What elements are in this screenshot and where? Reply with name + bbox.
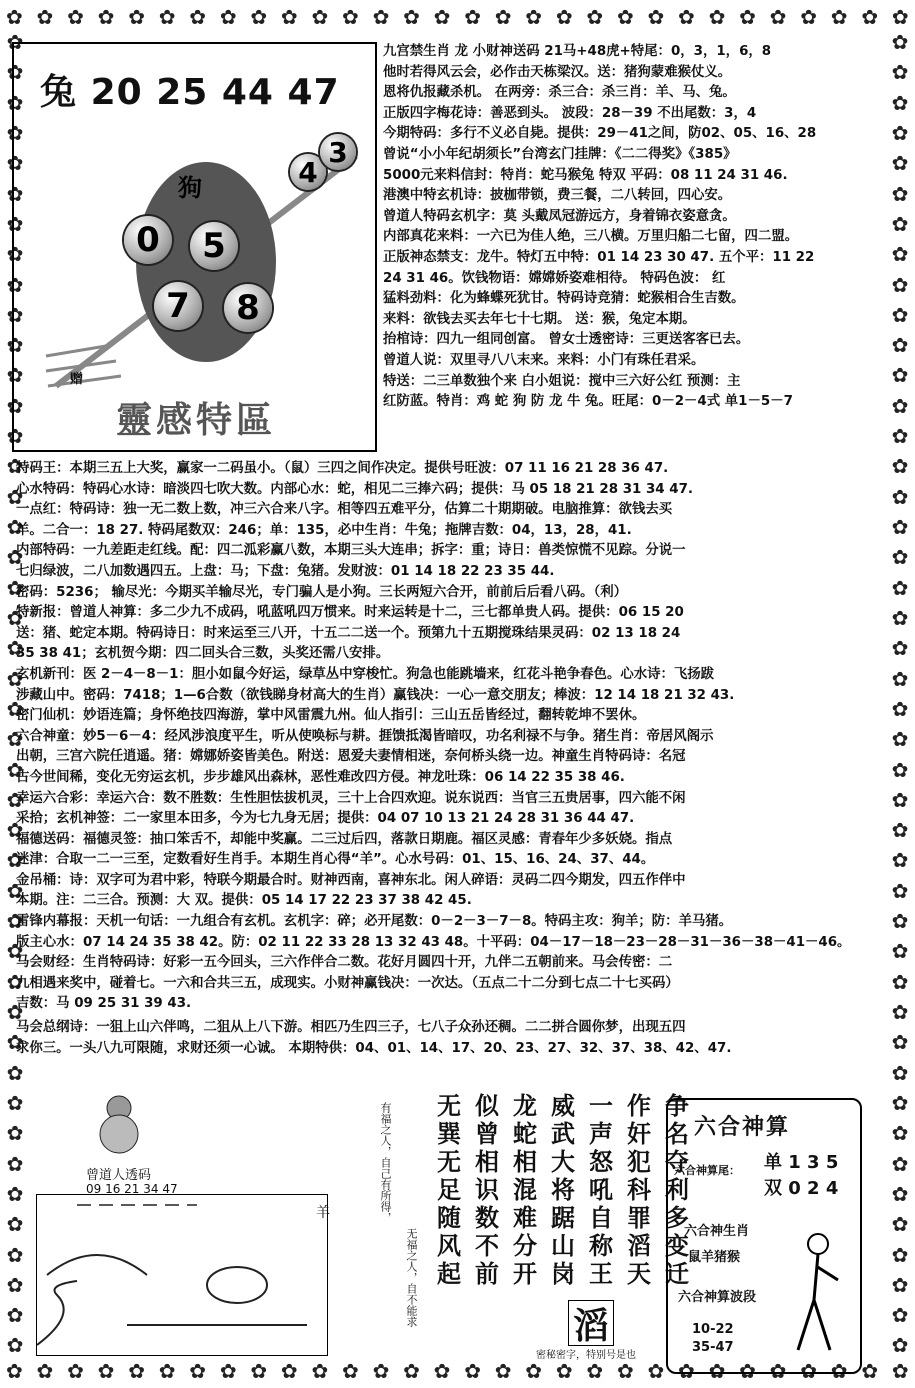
flower-border-icon: ✿: [891, 424, 909, 449]
flower-border-icon: ✿: [891, 727, 909, 752]
poem-char: 不: [475, 1232, 499, 1260]
flower-border-icon: ✿: [616, 5, 634, 29]
flower-border-icon: ✿: [891, 575, 909, 600]
text-line: 心水特码：特码心水诗：暗淡四七吹大数。内部心水：蛇，相见二三捧六码；提供：马 05 18 21 28 31 34 47.: [16, 481, 694, 497]
flower-border-icon: ✿: [6, 1151, 24, 1176]
poem-char: 数: [475, 1204, 499, 1232]
flower-border-icon: ✿: [6, 272, 24, 297]
poem-column: [474, 1092, 500, 1288]
poem-char: 作: [627, 1092, 651, 1120]
text-line: 羊。二合一：18 27. 特码尾数双：246；单：135，必中生肖：牛兔；拖牌吉数：04，13，28，41.: [16, 522, 632, 538]
bottom-area: [16, 1078, 902, 1378]
number-ball: 7: [154, 282, 202, 330]
flower-border-icon: ✿: [708, 5, 726, 29]
poem-char: 难: [513, 1204, 537, 1232]
flower-border-icon: ✿: [891, 5, 909, 29]
poem-char: 多: [665, 1204, 689, 1232]
flower-border-icon: ✿: [891, 302, 909, 327]
flower-border-icon: ✿: [891, 515, 909, 539]
flower-border-icon: ✿: [586, 5, 604, 29]
flower-border-icon: ✿: [891, 666, 909, 691]
number-ball: 5: [190, 222, 238, 270]
flower-border-icon: ✿: [6, 969, 24, 994]
flower-border-icon: ✿: [891, 787, 909, 812]
flower-border-icon: ✿: [891, 1000, 909, 1024]
poem-char: 足: [437, 1176, 461, 1204]
poem-column: [626, 1092, 652, 1288]
flower-border-icon: ✿: [6, 696, 24, 721]
flower-border-icon: ✿: [464, 1359, 481, 1383]
flower-border-icon: ✿: [891, 909, 909, 934]
poem-char: 蛇: [513, 1120, 537, 1148]
text-line: 抬棺诗：四九一组同创富。 曾女士透密诗：三更送客客已去。: [383, 332, 750, 348]
flower-border-icon: ✿: [372, 1359, 390, 1383]
flower-border-icon: ✿: [891, 60, 909, 85]
flower-border-icon: ✿: [372, 5, 390, 29]
poem-column: [512, 1092, 538, 1288]
header-zodiac: 兔: [40, 72, 78, 113]
flower-border-icon: ✿: [311, 5, 329, 29]
text-line: 金吊桶：诗：双字可为君中彩，特联今期最合时。财神西南，喜神东北。闲人碎语：灵码二四今期发，四五作伴中: [16, 872, 686, 888]
poem-char: 一: [589, 1092, 613, 1120]
text-line: 密码：5236； 输尽光：今期买羊输尽光，专门骗人是小狗。三长两短六合开，前前后后看八码。（利）: [16, 584, 628, 600]
flower-border-icon: ✿: [891, 1333, 909, 1358]
flower-border-icon: ✿: [861, 1359, 879, 1383]
flower-border-icon: ✿: [6, 515, 24, 539]
daoren-title: 曾道人透码: [86, 1168, 152, 1183]
flower-border-icon: ✿: [891, 211, 909, 236]
poem-char: 怒: [589, 1148, 613, 1176]
flower-border-icon: ✿: [6, 120, 24, 145]
flower-border-icon: ✿: [6, 727, 24, 752]
poem-char: 无: [437, 1092, 461, 1120]
flower-border-icon: ✿: [6, 333, 24, 358]
flower-border-icon: ✿: [6, 575, 24, 600]
liuhe-title: 六合神算: [694, 1115, 791, 1140]
poem-char: 似: [475, 1092, 499, 1120]
flower-border-icon: ✿: [189, 1359, 207, 1383]
poem-char: 犯: [627, 1148, 651, 1176]
text-line: 红防蓝。特肖：鸡 蛇 狗 防 龙 牛 兔。旺尾：0－2－4式 单1－5－7: [383, 394, 793, 410]
poem-char: 将: [551, 1176, 575, 1204]
flower-border-icon: ✿: [67, 5, 84, 29]
text-line: 内部特码：一九差距走红线。配：四二泒彩赢八数，本期三头大连串；拆字：重；诗日：兽类惊慌不见踪。分说一: [16, 543, 686, 559]
poem-char: 曾: [475, 1120, 499, 1148]
flower-border-icon: ✿: [6, 787, 24, 812]
text-line: 今期特码：多行不义必自毙。提供：29－41之间，防02、05、16、28: [383, 126, 817, 142]
text-line: 吉数：马 09 25 31 39 43.: [16, 996, 192, 1012]
flower-border-icon: ✿: [6, 181, 24, 206]
header-numbers: [40, 64, 340, 115]
flower-border-icon: ✿: [6, 242, 24, 267]
flower-border-icon: ✿: [891, 242, 909, 267]
poem-char: 前: [475, 1260, 499, 1288]
main-text-block: [16, 459, 902, 1015]
flower-border-icon: ✿: [280, 1359, 298, 1383]
flower-border-icon: ✿: [830, 5, 848, 29]
liuhe-tail-label: 六合神算尾：: [674, 1164, 740, 1177]
figure-icon: [788, 1230, 848, 1360]
header-number: 47: [287, 72, 340, 113]
flower-border-icon: ✿: [6, 1212, 24, 1237]
flower-border-icon: ✿: [219, 1359, 237, 1383]
poem-char: 相: [513, 1148, 537, 1176]
flower-border-icon: ✿: [6, 909, 24, 934]
text-line: 送：猪、蛇定本期。特码诗日：时来运至三八开，十五二二送一个。预第九十五期搅珠结果灵码：02 13 18 24: [16, 625, 681, 641]
text-line: 他时若得风云会，必作击天栋梁汉。送：猪狗蒙难猴仗义。: [383, 64, 732, 80]
flower-border-icon: ✿: [67, 1359, 84, 1383]
flower-border-icon: ✿: [891, 90, 909, 115]
flower-border-icon: ✿: [189, 5, 207, 29]
text-line: 六合神童：妙5－6－4：经风涉浪度平生，听从使唤标与耕。捱馈抵渴皆暗叹，功名利禄不与争。猪生肖：帝居风阁示: [16, 728, 714, 744]
poem-char: 王: [589, 1260, 613, 1288]
text-line: 35 38 41；玄机贺今期：四二回头合三数，头奖还需八安排。: [16, 646, 390, 662]
poem-char: 罪: [627, 1204, 651, 1232]
poem-char: 争: [665, 1092, 689, 1120]
liuhe-zodiac-label: 六合神生肖: [684, 1224, 750, 1239]
flower-border-icon: ✿: [891, 969, 909, 994]
top-border: [6, 4, 909, 30]
flower-border-icon: ✿: [6, 30, 24, 54]
text-line: 正版神态禁支：龙牛。特灯五中特：01 14 23 30 47. 五个平：11 22: [383, 249, 815, 265]
flower-border-icon: ✿: [891, 878, 909, 903]
flower-border-icon: ✿: [6, 5, 23, 29]
flower-border-icon: ✿: [6, 1359, 23, 1383]
flower-border-icon: ✿: [6, 1030, 24, 1055]
poem-char: 识: [475, 1176, 499, 1204]
flower-border-icon: ✿: [769, 5, 787, 29]
flower-border-icon: ✿: [891, 1121, 909, 1146]
flower-border-icon: ✿: [891, 545, 909, 570]
poem-char: 无: [437, 1148, 461, 1176]
secret-char-box: 滔: [568, 1300, 614, 1346]
flower-border-icon: ✿: [6, 60, 24, 85]
liuhe-wave-2: 35-47: [692, 1340, 734, 1355]
poem-char: 奸: [627, 1120, 651, 1148]
poem-char: 开: [513, 1260, 537, 1288]
flower-border-icon: ✿: [891, 484, 909, 509]
text-line: 迷津：合取一二一三至，定数看好生肖手。本期生肖心得“羊”。心水号码：01、15、16、24、37、44。: [16, 852, 655, 868]
flower-border-icon: ✿: [891, 1303, 909, 1328]
text-line: 5000元来料信封：特肖：蛇马猴兔 特双 平码：08 11 24 31 46.: [383, 167, 788, 183]
text-line: 来料：欲钱去买去年七十七期。 送：猴，兔定本期。: [383, 311, 696, 327]
liuhe-wave-1: 10-22: [692, 1322, 734, 1337]
poem-char: 夺: [665, 1148, 689, 1176]
flower-border-icon: ✿: [891, 1060, 909, 1085]
poem-char: 混: [513, 1176, 537, 1204]
poem-char: 天: [627, 1260, 651, 1288]
poem-char: 吼: [589, 1176, 613, 1204]
flower-border-icon: ✿: [891, 333, 909, 358]
text-line: 港澳中特玄机诗：披枷带锁，费三餐，二八转回，四心安。: [383, 188, 732, 204]
flower-border-icon: ✿: [158, 5, 176, 29]
flower-border-icon: ✿: [800, 1359, 817, 1383]
flower-border-icon: ✿: [891, 605, 909, 630]
flower-border-icon: ✿: [891, 1272, 909, 1297]
text-line: 九相遇来奖中，碰着七。一六和合共三五，成现实。小财神赢钱决：一次达。（五点二十二分到七点二十七买码）: [16, 975, 679, 991]
daoren-numbers: 09 16 21 34 47: [86, 1182, 178, 1196]
flower-border-icon: ✿: [494, 1359, 512, 1383]
number-ball: 0: [124, 216, 172, 264]
flower-border-icon: ✿: [555, 5, 573, 29]
flower-border-icon: ✿: [464, 5, 481, 29]
poem-char: 迁: [665, 1260, 689, 1288]
flower-border-icon: ✿: [97, 5, 115, 29]
header-number: 20: [90, 72, 143, 113]
text-line: 福德送码：福德灵签：抽口笨舌不，却能中奖赢。二三过后四，落款日期鹿。福区灵感：青春年少多妖娆。指点: [16, 831, 673, 847]
poem-char: 分: [513, 1232, 537, 1260]
flower-border-icon: ✿: [433, 1359, 451, 1383]
flower-border-icon: ✿: [128, 5, 145, 29]
liuhe-single: 单 1 3 5: [764, 1152, 839, 1173]
flower-border-icon: ✿: [128, 1359, 145, 1383]
flower-border-icon: ✿: [6, 1060, 24, 1085]
flower-border-icon: ✿: [6, 424, 24, 449]
gift-label: 赠: [70, 372, 84, 387]
flower-border-icon: ✿: [280, 5, 298, 29]
text-line: 本期。注：二三合。预测：大 双。提供：05 14 17 22 23 37 38 42 45.: [16, 893, 472, 909]
flower-border-icon: ✿: [678, 1359, 695, 1383]
flower-border-icon: ✿: [616, 1359, 634, 1383]
poem-char: 风: [437, 1232, 461, 1260]
flower-border-icon: ✿: [433, 5, 451, 29]
bottom-text-block: [16, 1018, 902, 1059]
flower-border-icon: ✿: [891, 1090, 909, 1115]
flower-border-icon: ✿: [6, 1121, 24, 1146]
flower-border-icon: ✿: [891, 181, 909, 206]
text-line: 版主心水：07 14 24 35 38 42。防：02 11 22 33 28 13 32 43 48。十平码：04－17－18－23－28－31－36－38－41－46。: [16, 934, 851, 950]
flower-border-icon: ✿: [6, 393, 24, 418]
flower-border-icon: ✿: [6, 1242, 24, 1267]
flower-border-icon: ✿: [342, 5, 359, 29]
poem-column: [436, 1092, 462, 1288]
flower-border-icon: ✿: [739, 5, 756, 29]
flower-border-icon: ✿: [6, 939, 24, 964]
flower-border-icon: ✿: [6, 211, 24, 236]
flower-border-icon: ✿: [891, 1359, 909, 1383]
poem-char: 自: [589, 1204, 613, 1232]
flower-border-icon: ✿: [6, 757, 24, 782]
flower-border-icon: ✿: [6, 454, 24, 479]
poem-column: [588, 1092, 614, 1288]
yang-label: 羊: [316, 1205, 330, 1221]
flower-border-icon: ✿: [861, 5, 879, 29]
flower-border-icon: ✿: [403, 1359, 420, 1383]
flower-border-icon: ✿: [6, 90, 24, 115]
poem-char: 滔: [627, 1232, 651, 1260]
poem-char: 威: [551, 1092, 575, 1120]
flower-border-icon: ✿: [891, 120, 909, 145]
dog-label: 狗: [178, 174, 202, 202]
flower-border-icon: ✿: [6, 1000, 24, 1024]
text-line: 古今世间稀，变化无穷运玄机，步步雄风出森林，恶性难改四方侵。神龙吐珠：06 14 22 35 38 46.: [16, 769, 625, 785]
secret-char-note: 密秘密字，特别号是也: [536, 1350, 636, 1361]
flower-border-icon: ✿: [708, 1359, 726, 1383]
gourd-icon: [84, 1086, 154, 1156]
number-ball: 8: [224, 284, 272, 332]
flower-border-icon: ✿: [891, 848, 909, 873]
flower-border-icon: ✿: [36, 1359, 54, 1383]
text-line: 一点红：特码诗：独一无二数上数，冲三六合来八字。相等四五难平分，估算二十期期破。电脑推算：欲钱去买: [16, 502, 673, 518]
flower-border-icon: ✿: [158, 1359, 176, 1383]
text-line: 内部真花来料：一六已为佳人绝，三八横。万里归船二七留，四二盟。: [383, 229, 799, 245]
flower-border-icon: ✿: [6, 636, 24, 661]
flower-border-icon: ✿: [6, 363, 24, 388]
flower-border-icon: ✿: [6, 1181, 24, 1206]
flower-border-icon: ✿: [311, 1359, 329, 1383]
flower-border-icon: ✿: [6, 878, 24, 903]
flower-border-icon: ✿: [6, 818, 24, 843]
text-line: 采拾；玄机神签：二一家里本田多，今为七九身无居；提供：04 07 10 13 21 24 28 31 36 44 47.: [16, 811, 635, 827]
flower-border-icon: ✿: [494, 5, 512, 29]
flower-border-icon: ✿: [6, 1090, 24, 1115]
poem-char: 起: [437, 1260, 461, 1288]
liuhe-zodiac: 鼠羊猪猴: [688, 1250, 741, 1265]
poem-char: 声: [589, 1120, 613, 1148]
arrow-ball: 4: [290, 154, 326, 190]
flower-border-icon: ✿: [647, 5, 665, 29]
flower-border-icon: ✿: [250, 5, 268, 29]
arrow-ball: 3: [320, 134, 356, 170]
flower-border-icon: ✿: [891, 272, 909, 297]
flower-border-icon: ✿: [891, 393, 909, 418]
flower-border-icon: ✿: [891, 454, 909, 479]
flower-border-icon: ✿: [891, 1151, 909, 1176]
flower-border-icon: ✿: [891, 818, 909, 843]
flower-border-icon: ✿: [6, 1272, 24, 1297]
flower-border-icon: ✿: [891, 1242, 909, 1267]
flower-border-icon: ✿: [6, 1333, 24, 1358]
text-line: 九宫禁生肖 龙 小财神送码 21马+48虎+特尾：0，3，1，6，8: [383, 44, 772, 59]
text-line: 幸运六合彩：幸运六合：数不胜数：生性胆怯拔机灵，三十上合四欢迎。说东说西：当官三五贵居事，四六能不闲: [16, 790, 686, 806]
poem-char: 岗: [551, 1260, 575, 1288]
poem-char: 利: [665, 1176, 689, 1204]
liuhe-wave-label: 六合神算波段: [678, 1290, 757, 1305]
text-line: 七归绿波，二八加数遇四五。上盘：马；下盘：兔猪。发财波：01 14 18 22 23 35 44.: [16, 563, 555, 579]
flower-border-icon: ✿: [403, 5, 420, 29]
flower-border-icon: ✿: [891, 696, 909, 721]
flower-border-icon: ✿: [6, 605, 24, 630]
flower-border-icon: ✿: [6, 666, 24, 691]
text-line: 正版四字梅花诗：善恶到头。 波段：28－39 不出尾数：3，4: [383, 105, 757, 121]
poem-char: 龙: [513, 1092, 537, 1120]
poem-column: [550, 1092, 576, 1288]
flower-border-icon: ✿: [6, 484, 24, 509]
vertical-poem: [436, 1092, 690, 1288]
flower-border-icon: ✿: [891, 151, 909, 176]
flower-border-icon: ✿: [36, 5, 54, 29]
liuhe-double: 双 0 2 4: [764, 1178, 839, 1199]
flower-border-icon: ✿: [250, 1359, 268, 1383]
text-line: 马会财经：生肖特码诗：好彩一五今回头，三六作伴合二数。花好月圆四十开，九伴二五朝前来。马会传密：二: [16, 955, 673, 971]
flower-border-icon: ✿: [739, 1359, 756, 1383]
special-zone-title: 靈感特區: [116, 400, 277, 441]
text-line: 猛料劲料：化为蜂蝶死犹甘。特码诗竞猜：蛇猴相合生吉数。: [383, 291, 745, 307]
text-line: 24 31 46。饮钱物语：嫦嫦娇姿难相待。 特码色波： 红: [383, 270, 726, 286]
text-line: 特码王：本期三五上大奖，赢家一二码虽小。（鼠）三四之间作决定。提供号旺波：07 11 16 21 28 36 47.: [16, 461, 669, 476]
flower-border-icon: ✿: [6, 545, 24, 570]
flower-border-icon: ✿: [830, 1359, 848, 1383]
poem-char: 科: [627, 1176, 651, 1204]
poem-char: 踞: [551, 1204, 575, 1232]
flower-border-icon: ✿: [800, 5, 817, 29]
flower-border-icon: ✿: [555, 1359, 573, 1383]
text-line: 特送：二三单数独个来 白小姐说：搅中三六好公红 预测：主: [383, 373, 741, 389]
text-line: 曾道人特码玄机字：莫 头戴凤冠游远方，身着锦衣姿意贪。: [383, 208, 736, 224]
poem-char: 武: [551, 1120, 575, 1148]
flower-border-icon: ✿: [6, 1303, 24, 1328]
text-line: 曾道人说：双里寻八八末来。来料：小门有珠任君采。: [383, 352, 705, 368]
text-line: 密门仙机：妙语连篇；身怀绝技四海游，掌中风雷震九州。仙人指引：三山五岳皆经过，翻转乾坤不罢休。: [16, 708, 646, 724]
flower-border-icon: ✿: [891, 636, 909, 661]
flower-border-icon: ✿: [525, 1359, 543, 1383]
text-line: 特新报：曾道人神算：多二少九不成码，吼蓝吼四万惯来。时来运转是十二，三七都单贵人码。提供：06 15 20: [16, 605, 684, 621]
poem-char: 山: [551, 1232, 575, 1260]
flower-border-icon: ✿: [219, 5, 237, 29]
header-number: 25: [156, 72, 209, 113]
flower-border-icon: ✿: [6, 302, 24, 327]
text-line: 出朝，三宫六院任逍遥。猪：嫦娜娇姿皆美色。附送：恩爱夫妻情相迷，奈何桥头绕一边。神童生肖特码诗：名冠: [16, 749, 686, 765]
text-line: 曾说“小小年纪胡须长”台湾玄门挂牌：《二二得奖》《385》: [383, 146, 737, 162]
flower-border-icon: ✿: [891, 30, 909, 54]
poem-char: 大: [551, 1148, 575, 1176]
poem-char: 名: [665, 1120, 689, 1148]
text-line: 马会总纲诗：一狙上山六伴鸣，二狙从上八下游。相匹乃生四三子，七八子众孙还稠。二二拼合圆你梦，出现五四: [16, 1020, 686, 1035]
flower-border-icon: ✿: [525, 5, 543, 29]
poem-char: 相: [475, 1148, 499, 1176]
poem-char: 巽: [437, 1120, 461, 1148]
flower-border-icon: ✿: [342, 1359, 359, 1383]
text-line: 求你三。一头八九可限随，求财还须一心诚。 本期特供：04、01、14、17、20、23、27、32、37、38、42、47.: [16, 1040, 732, 1056]
flower-border-icon: ✿: [891, 1181, 909, 1206]
poem-char: 变: [665, 1232, 689, 1260]
text-line: 恩将仇报藏杀机。 在两旁：杀三合：杀三肖：羊、马、兔。: [383, 85, 736, 101]
flower-border-icon: ✿: [6, 848, 24, 873]
vertical-note-right: 无福之人，自不能求: [405, 1228, 418, 1327]
vertical-note-left: 有福之人，自己有所得，: [379, 1102, 392, 1223]
text-line: 雷锋内幕报：天机一句话：一九组合有玄机。玄机字：碎；必开尾数：0－2－3－7－8。特码主攻：狗羊；防：羊马猪。: [16, 914, 733, 930]
landscape-picture: [36, 1194, 328, 1356]
text-line: 玄机新刊：医 2－4－8－1：胆小如鼠今好运，绿草丛中穿梭忙。狗急也能跳墙来，红花斗艳争春色。心水诗：飞扬跋: [16, 666, 715, 682]
header-number: 44: [221, 72, 274, 113]
flower-border-icon: ✿: [891, 757, 909, 782]
flower-border-icon: ✿: [891, 1030, 909, 1055]
flower-border-icon: ✿: [97, 1359, 115, 1383]
flower-border-icon: ✿: [647, 1359, 665, 1383]
flower-border-icon: ✿: [891, 939, 909, 964]
landscape-drawing: [37, 1195, 327, 1355]
text-line: 涉藏山中。密码：7418；1—6合数（欲钱睇身材高大的生肖）赢钱决：一心一意交朋友；棒波：12 14 18 21 32 43.: [16, 687, 735, 703]
flower-border-icon: ✿: [769, 1359, 787, 1383]
right-text-block: [383, 42, 905, 413]
liuhe-shensuan-box: [666, 1098, 862, 1374]
flower-border-icon: ✿: [6, 151, 24, 176]
flower-border-icon: ✿: [891, 363, 909, 388]
flower-border-icon: ✿: [586, 1359, 604, 1383]
flower-border-icon: ✿: [678, 5, 695, 29]
flower-border-icon: ✿: [891, 1212, 909, 1237]
poem-char: 称: [589, 1232, 613, 1260]
poem-char: 随: [437, 1204, 461, 1232]
